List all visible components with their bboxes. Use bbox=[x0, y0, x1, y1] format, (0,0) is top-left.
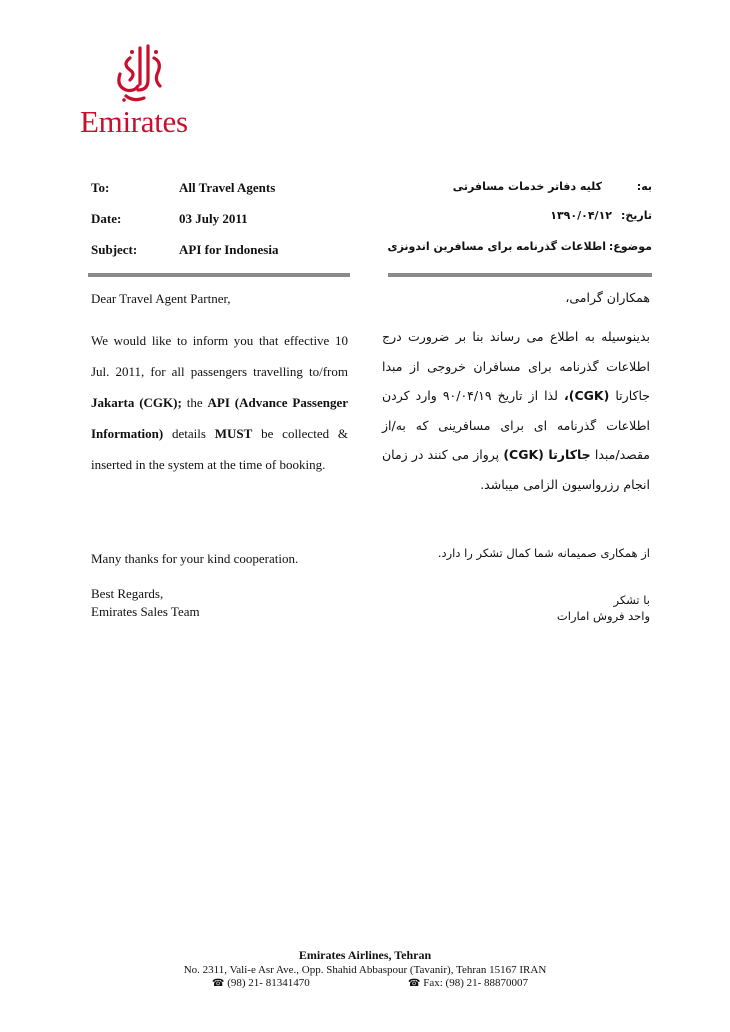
divider-right bbox=[388, 273, 652, 277]
thanks-line: Many thanks for your kind cooperation. bbox=[91, 551, 299, 566]
fa-date-value: ۱۳۹۰/۰۴/۱۲ bbox=[550, 209, 612, 222]
fa-para-bold-jakarta: جاکارتا (CGK) bbox=[503, 447, 591, 462]
footer-fax bbox=[408, 977, 528, 989]
fax-telephone-icon: ☎ bbox=[408, 978, 421, 989]
fa-para-text-2: لذا از تاریخ ۹۰/۰۴/۱۹ وارد کردن اطلاعات گذرنامه ای برای مسافرینی که به/از مقصد/مبدا bbox=[382, 388, 650, 462]
date-value: 03 July 2011 bbox=[179, 211, 248, 226]
emirates-calligraphy-logo bbox=[110, 44, 170, 106]
footer-company: Emirates Airlines, Tehran bbox=[298, 948, 432, 962]
team-line: Emirates Sales Team bbox=[91, 604, 200, 619]
fa-subject-value: اطلاعات گذرنامه برای مسافرین اندونزی bbox=[387, 240, 606, 253]
fa-date-label: تاریخ: bbox=[620, 209, 652, 222]
footer-contacts bbox=[0, 977, 730, 991]
fa-team-line: واحد فروش امارات bbox=[556, 609, 650, 623]
fa-thanks-line: از همکاری صمیمانه شما کمال تشکر را دارد. bbox=[437, 546, 650, 560]
footer-address: No. 2311, Vali-e Asr Ave., Opp. Shahid Abbaspour (Tavanir), Tehran 15167 IRAN bbox=[183, 964, 547, 976]
footer-tel bbox=[212, 977, 310, 989]
logo-wordmark: Emirates bbox=[80, 104, 188, 139]
fa-regards-line: با تشکر bbox=[613, 593, 650, 607]
footer-tel-number: (98) 21- 81341470 bbox=[227, 977, 310, 989]
emirates-logo bbox=[80, 44, 205, 139]
para-bold-destination: Jakarta (CGK); bbox=[91, 395, 182, 410]
regards-line: Best Regards, bbox=[91, 586, 164, 601]
fa-to-value: کلیه دفاتر خدمات مسافرتی bbox=[452, 180, 602, 193]
main-paragraph bbox=[91, 325, 348, 480]
fa-subject-label: موضوع: bbox=[608, 240, 652, 253]
telephone-icon: ☎ bbox=[212, 978, 225, 989]
fa-salutation: همکاران گرامی، bbox=[565, 290, 650, 305]
para-bold-must: MUST bbox=[214, 426, 253, 441]
para-text-1: We would like to inform you that effective 10 Jul. 2011, for all passengers travelling to/from bbox=[91, 333, 348, 379]
fa-main-paragraph bbox=[382, 322, 650, 499]
to-label: To: bbox=[91, 180, 110, 195]
fa-to-label: به: bbox=[636, 180, 652, 193]
footer bbox=[0, 948, 730, 991]
date-label: Date: bbox=[91, 211, 122, 226]
para-text-2: the bbox=[186, 395, 203, 410]
fa-sign-off bbox=[557, 592, 650, 624]
salutation: Dear Travel Agent Partner, bbox=[91, 291, 231, 306]
para-text-4: be collected & inserted in the system at the time of booking. bbox=[91, 426, 348, 472]
divider-left bbox=[88, 273, 350, 277]
to-value: All Travel Agents bbox=[179, 180, 276, 195]
fa-para-bold-cgk: (CGK)، bbox=[564, 388, 610, 403]
para-text-3: details bbox=[172, 426, 206, 441]
fa-para-text-3: پرواز می کنند در زمان انجام رزرواسیون الزامی میباشد. bbox=[382, 447, 650, 492]
subject-value: API for Indonesia bbox=[179, 242, 279, 257]
sign-off bbox=[91, 585, 200, 621]
subject-label: Subject: bbox=[91, 242, 138, 257]
footer-fax-number: Fax: (98) 21- 88870007 bbox=[423, 977, 529, 989]
fa-para-text-1: بدینوسیله به اطلاع می رساند بنا بر ضرورت درج اطلاعات گذرنامه برای مسافران خروجی از مبدا جاکارتا bbox=[382, 329, 650, 403]
para-bold-api: API (Advance Passenger Information) bbox=[91, 395, 348, 441]
